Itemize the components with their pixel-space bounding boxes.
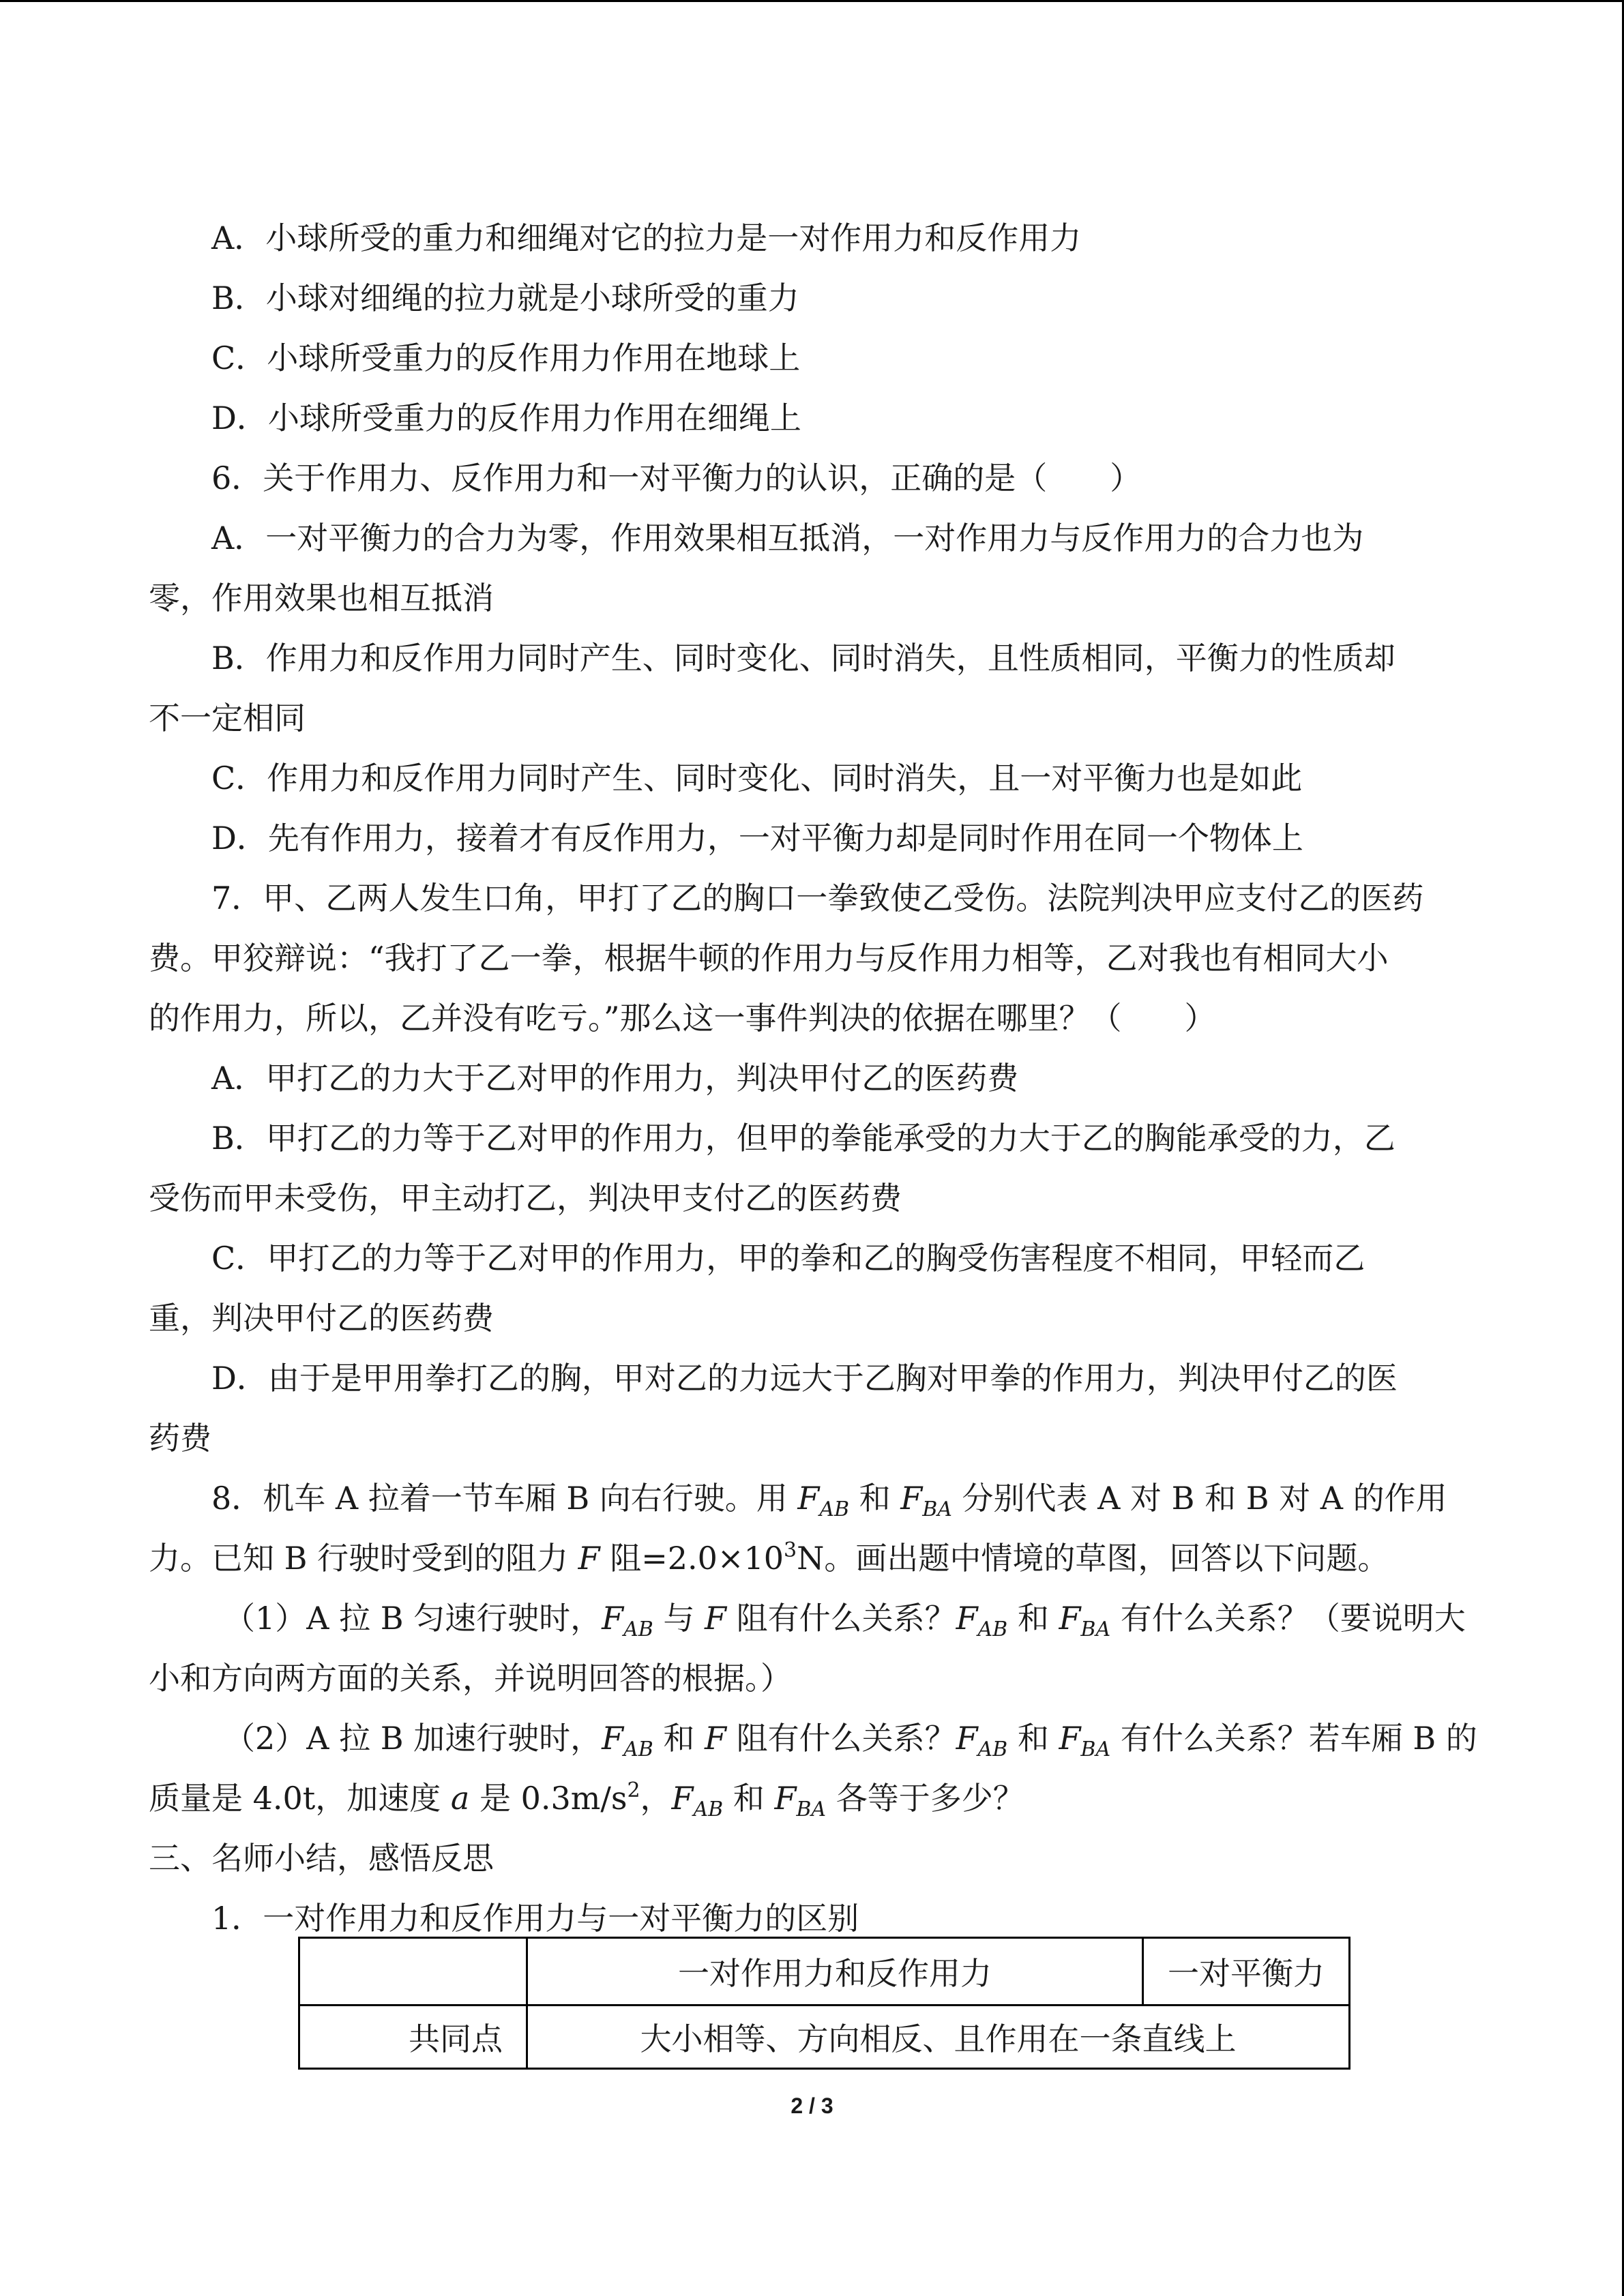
table-row-label: 共同点 — [299, 2006, 527, 2069]
option-5c: C．小球所受重力的反作用力作用在地球上 — [211, 340, 801, 376]
section-3-heading: 三、名师小结，感悟反思 — [149, 1840, 494, 1877]
table-header-cell-empty — [299, 1938, 527, 2006]
question-8-part2-line2: 质量是 4.0t，加速度 a 是 $0.3m/s^2$，$F_{AB}$ 和 $F_{BA}$ 各等于多少？ — [149, 1778, 1024, 1821]
option-7c-line2: 重，判决甲付乙的医药费 — [149, 1300, 494, 1337]
summary-item-1: 1．一对作用力和反作用力与一对平衡力的区别 — [211, 1900, 859, 1937]
table-header-row — [299, 1938, 1350, 2006]
option-7b-line1: B．甲打乙的力等于乙对甲的作用力，但甲的拳能承受的力大于乙的胸能承受的力，乙 — [211, 1120, 1396, 1157]
option-7d-line1: D．由于是甲用拳打乙的胸，甲对乙的力远大于乙胸对甲拳的作用力，判决甲付乙的医 — [211, 1360, 1398, 1397]
comparison-table — [298, 1937, 1350, 2070]
option-6b-line1: B．作用力和反作用力同时产生、同时变化、同时消失，且性质相同，平衡力的性质却 — [211, 640, 1396, 676]
page-number: 2 / 3 — [791, 2093, 833, 2118]
option-7a: A．甲打乙的力大于乙对甲的作用力，判决甲付乙的医药费 — [211, 1060, 1019, 1097]
question-7-line2: 费。甲狡辩说：“我打了乙一拳，根据牛顿的作用力与反作用力相等，乙对我也有相同大小 — [149, 940, 1389, 976]
question-8-line2: 力。已知 B 行驶时受到的阻力 F 阻$=2.0\times 10^3N$。画出题中情境的草图，回答以下问题。 — [149, 1538, 1389, 1577]
question-7-line1: 7．甲、乙两人发生口角，甲打了乙的胸口一拳致使乙受伤。法院判决甲应支付乙的医药 — [211, 880, 1424, 916]
question-7-line3: 的作用力，所以，乙并没有吃亏。”那么这一事件判决的依据在哪里？（ ） — [149, 1000, 1216, 1037]
option-6b-line2: 不一定相同 — [149, 700, 306, 736]
question-8-part1-line1: （1）A 拉 B 匀速行驶时，$F_{AB}$ 与 F 阻有什么关系？$F_{AB}$ 和 $F_{BA}$ 有什么关系？（要说明大 — [224, 1600, 1466, 1641]
option-5a: A．小球所受的重力和细绳对它的拉力是一对作用力和反作用力 — [211, 220, 1082, 256]
question-6: 6．关于作用力、反作用力和一对平衡力的认识，正确的是（ ） — [211, 460, 1142, 496]
question-8-part2-line1: （2）A 拉 B 加速行驶时，$F_{AB}$ 和 F 阻有什么关系？$F_{AB}$ 和 $F_{BA}$ 有什么关系？若车厢 B 的 — [224, 1720, 1477, 1761]
option-7d-line2: 药费 — [149, 1420, 211, 1457]
option-6c: C．作用力和反作用力同时产生、同时变化、同时消失，且一对平衡力也是如此 — [211, 760, 1303, 796]
option-6a-line2: 零，作用效果也相互抵消 — [149, 580, 494, 616]
option-7b-line2: 受伤而甲未受伤，甲主动打乙，判决甲支付乙的医药费 — [149, 1180, 902, 1217]
page-border-top — [0, 0, 1624, 2]
question-8-line1: 8．机车 A 拉着一节车厢 B 向右行驶。用 $F_{AB}$ 和 $F_{BA}$ 分别代表 A 对 B 和 B 对 A 的作用 — [211, 1480, 1447, 1521]
document-body — [149, 208, 1479, 1948]
option-6a-line1: A．一对平衡力的合力为零，作用效果相互抵消，一对作用力与反作用力的合力也为 — [211, 520, 1364, 556]
table-row — [299, 2006, 1350, 2069]
table-header-cell-balance: 一对平衡力 — [1143, 1938, 1350, 2006]
table-header-cell-action-reaction: 一对作用力和反作用力 — [527, 1938, 1143, 2006]
question-8-part1-line2: 小和方向两方面的关系，并说明回答的根据。） — [149, 1660, 792, 1697]
option-5d: D．小球所受重力的反作用力作用在细绳上 — [211, 400, 801, 436]
option-6d: D．先有作用力，接着才有反作用力，一对平衡力却是同时作用在同一个物体上 — [211, 820, 1303, 856]
table-row-value: 大小相等、方向相反、且作用在一条直线上 — [527, 2006, 1350, 2069]
option-5b: B．小球对细绳的拉力就是小球所受的重力 — [211, 280, 799, 316]
option-7c-line1: C．甲打乙的力等于乙对甲的作用力，甲的拳和乙的胸受伤害程度不相同，甲轻而乙 — [211, 1240, 1365, 1277]
